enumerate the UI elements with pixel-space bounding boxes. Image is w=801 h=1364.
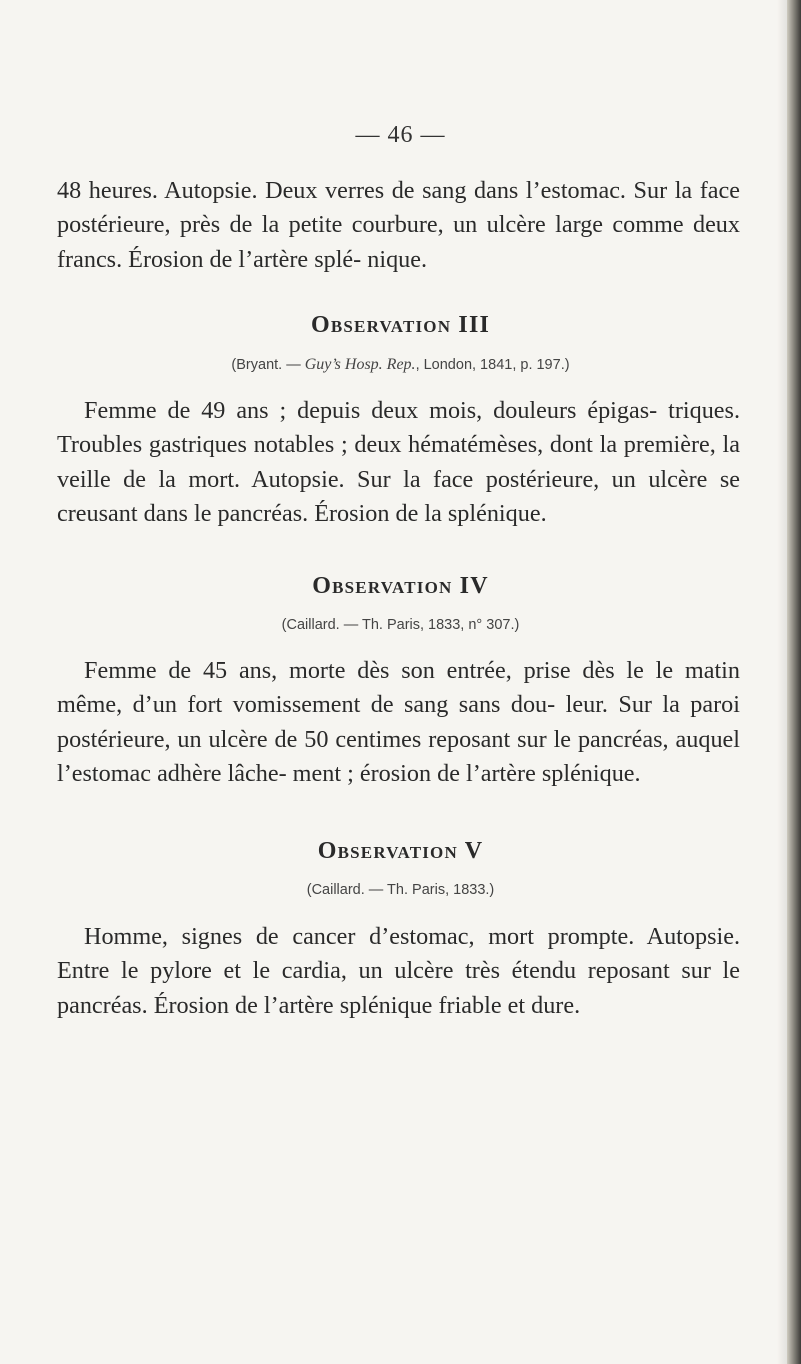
- observation-4-text: Femme de 45 ans, morte dès son entrée, prise dès le le matin même, d’un fort vomissement de sang sans dou- leur. Sur la paroi postérieure, un ulcère de 50 centimes reposant sur le pancréas, auquel l’estomac adhère lâche- ment ; érosion de l’artère splénique.: [57, 657, 740, 788]
- observation-4-heading: Observation IV: [312, 573, 489, 599]
- observation-5-text: Homme, signes de cancer d’estomac, mort prompte. Autopsie. Entre le pylore et le cardia, un ulcère très étendu reposant sur le pancréas. Érosion de l’artère splénique friable et dure.: [57, 923, 740, 1019]
- observation-4-source: (Caillard. — Th. Paris, 1833, n° 307.): [281, 617, 520, 633]
- page-edge: [787, 0, 801, 1364]
- observation-3-source-author: (Bryant. —: [231, 357, 305, 373]
- observation-3-source-rest: , London, 1841, p. 197.): [415, 357, 570, 373]
- page-number: — 46 —: [355, 122, 446, 148]
- observation-3-source-journal: Guy’s Hosp. Rep.: [304, 356, 416, 373]
- observation-5-source: (Caillard. — Th. Paris, 1833.): [306, 882, 495, 898]
- page-edge-shadow: [777, 0, 787, 1364]
- observation-3-heading: Observation III: [310, 312, 491, 338]
- observation-3-source: [0, 356, 801, 374]
- intro-paragraph: 48 heures. Autopsie. Deux verres de sang dans l’estomac. Sur la face postérieure, près de la petite courbure, un ulcère large comme deux francs. Érosion de l’artère splé- nique.: [57, 177, 740, 273]
- observation-5-heading: Observation V: [317, 838, 484, 864]
- observation-3-text: Femme de 49 ans ; depuis deux mois, douleurs épigas- triques. Troubles gastriques notables ; deux hématémèses, dont la première, la veille de la mort. Autopsie. Sur la face postérieure, un ulcère se creusant dans le pancréas. Érosion de la splénique.: [57, 397, 740, 528]
